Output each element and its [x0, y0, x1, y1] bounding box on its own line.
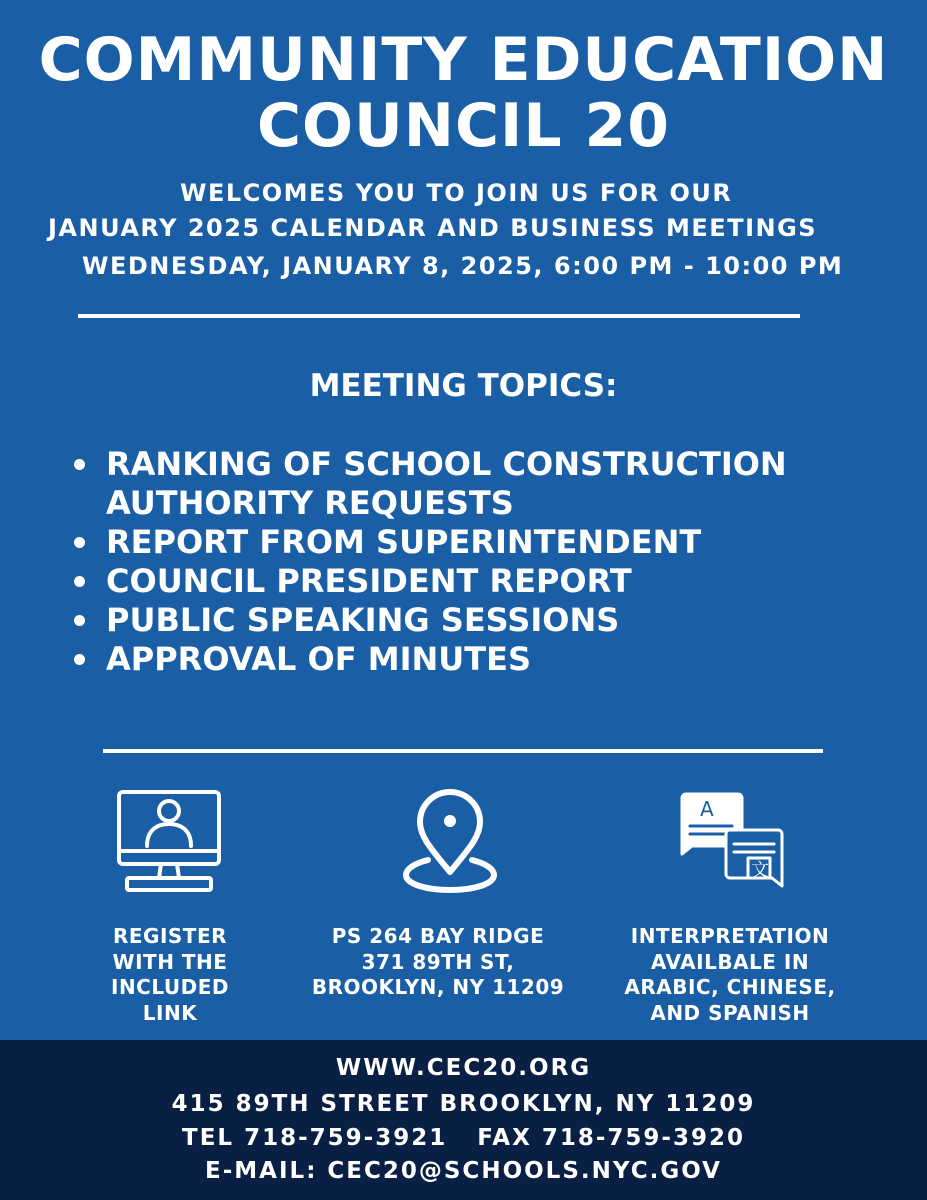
register-info	[90, 924, 250, 1026]
welcome-text: WELCOMES YOU TO JOIN US FOR OUR	[180, 179, 733, 207]
computer-user-icon	[115, 788, 225, 898]
svg-text:A: A	[700, 797, 714, 821]
interpretation-line: INTERPRETATION	[630, 924, 830, 948]
topics-heading: MEETING TOPICS:	[309, 368, 618, 404]
divider-top	[78, 314, 800, 318]
location-line: 371 89TH ST,	[361, 949, 515, 974]
location-line: PS 264 BAY RIDGE	[331, 924, 545, 948]
fax-number: FAX 718-759-3920	[477, 1125, 745, 1151]
register-line: LINK	[142, 1000, 198, 1025]
topic-item: PUBLIC SPEAKING SESSIONS	[70, 601, 810, 640]
svg-text:文: 文	[751, 860, 769, 881]
footer-email[interactable]	[0, 1156, 927, 1186]
website-link[interactable]: WWW.CEC20.ORG	[335, 1055, 592, 1081]
divider-bottom	[103, 749, 823, 753]
interpretation-line: AVAILBALE IN	[650, 949, 810, 974]
interpretation-line: AND SPANISH	[650, 1000, 810, 1025]
interpretation-info	[612, 924, 848, 1026]
register-line: REGISTER	[112, 924, 228, 948]
email-link[interactable]: E-MAIL: CEC20@SCHOOLS.NYC.GOV	[205, 1158, 722, 1184]
topic-item: APPROVAL OF MINUTES	[70, 640, 810, 679]
meeting-datetime: WEDNESDAY, JANUARY 8, 2025, 6:00 PM - 10:00 PM	[82, 252, 844, 280]
location-info	[300, 924, 576, 1001]
register-line: INCLUDED	[111, 975, 229, 999]
title-line-2: COUNCIL 20	[257, 91, 670, 161]
title-line-1: COMMUNITY EDUCATION	[38, 25, 889, 95]
meetings-text: JANUARY 2025 CALENDAR AND BUSINESS MEETINGS	[48, 214, 818, 242]
topic-item: REPORT FROM SUPERINTENDENT	[70, 523, 810, 562]
phone-number[interactable]: TEL 718-759-3921	[182, 1125, 448, 1151]
topics-list	[70, 445, 810, 679]
register-line: WITH THE	[112, 949, 228, 974]
location-line: BROOKLYN, NY 11209	[311, 975, 565, 999]
topic-item: RANKING OF SCHOOL CONSTRUCTION AUTHORITY REQUESTS	[70, 445, 810, 523]
footer-phone-fax	[0, 1123, 927, 1153]
topic-item: COUNCIL PRESIDENT REPORT	[70, 562, 810, 601]
interpretation-line: ARABIC, CHINESE,	[624, 975, 836, 999]
footer-website[interactable]	[0, 1053, 927, 1083]
location-pin-icon	[400, 788, 500, 896]
footer-address: 415 89TH STREET BROOKLYN, NY 11209	[171, 1091, 756, 1117]
translation-icon	[676, 788, 788, 896]
